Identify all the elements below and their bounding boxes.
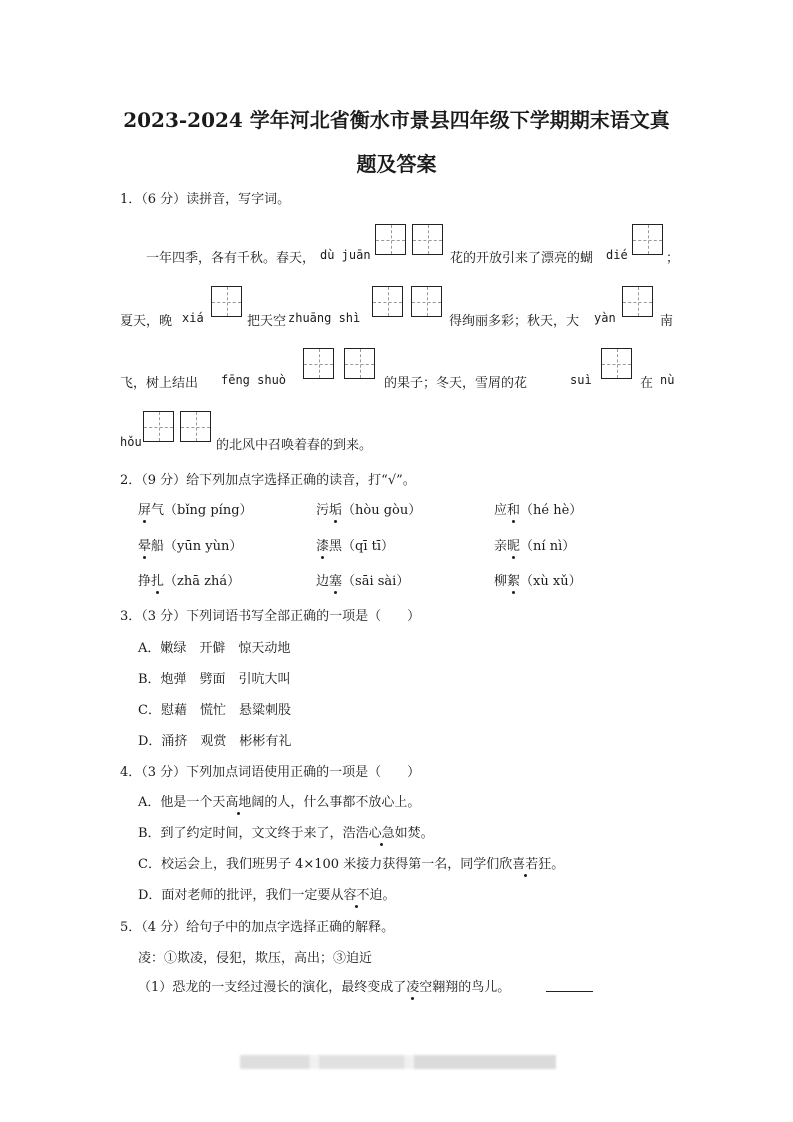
dotted-phrase: 从容不迫 — [330, 888, 383, 903]
answer-box[interactable] — [412, 224, 443, 255]
dotted-char: 塞 — [329, 574, 343, 589]
q4-heading: 4．（3 分）下列加点词语使用正确的一项是（ ） — [120, 765, 421, 780]
q1-line2-text-a: 夏天，晚 — [120, 314, 173, 329]
answer-blank[interactable] — [546, 991, 593, 992]
pinyin-options: （qī tī） — [342, 539, 395, 554]
sentence-text: （1）恐龙的一支经过漫长的演化，最终变成了 — [138, 980, 407, 995]
q4-option-c[interactable] — [138, 853, 564, 872]
q2-item[interactable] — [138, 535, 242, 554]
q1-pinyin-zhuangshi: zhuāng shì — [288, 311, 361, 325]
answer-box[interactable] — [411, 286, 442, 317]
q1-line1-text-c: ； — [666, 251, 680, 266]
dotted-char: 垢 — [329, 503, 343, 518]
blurred-footer — [240, 1055, 556, 1069]
q4-option-a[interactable] — [138, 791, 420, 810]
q3-heading: 3．（3 分）下列词语书写全部正确的一项是（ ） — [120, 609, 421, 624]
option-text: 。 — [551, 857, 565, 872]
doc-title-line2: 题及答案 — [356, 152, 437, 176]
pinyin-options: （xù xǔ） — [520, 574, 582, 589]
char: 挣 — [138, 574, 152, 589]
answer-box[interactable] — [375, 224, 406, 255]
option-text: 。 — [420, 826, 434, 841]
q1-pinyin-xia: xiá — [182, 311, 204, 325]
answer-box[interactable] — [632, 224, 663, 255]
pinyin-options: （hé hè） — [520, 503, 583, 518]
char: 船 — [151, 539, 165, 554]
pinyin-options: （ní nì） — [520, 539, 576, 554]
answer-box[interactable] — [303, 348, 334, 379]
answer-box[interactable] — [211, 286, 242, 317]
dotted-char: 和 — [507, 503, 521, 518]
q2-item[interactable] — [138, 499, 253, 518]
q5-heading: 5．（4 分）给句子中的加点字选择正确的解释。 — [120, 920, 395, 935]
q2-item[interactable] — [494, 499, 582, 518]
dotted-char: 昵 — [507, 539, 521, 554]
q1-pinyin-dujuan: dù juān — [320, 248, 371, 262]
q1-pinyin-die: dié — [606, 248, 628, 262]
q3-option-c[interactable]: C．慰藉 慌忙 悬粱刺股 — [138, 703, 291, 718]
pinyin-options: （zhā zhá） — [164, 574, 241, 589]
q1-pinyin-sui: suì — [570, 373, 592, 387]
doc-title-line1: 2023-2024 学年河北省衡水市景县四年级下学期期末语文真 — [123, 108, 670, 132]
char: 气 — [151, 503, 165, 518]
option-text: 的人，什么事都不放心上。 — [264, 795, 421, 810]
q1-line4-text: 的北风中召唤着春的到来。 — [216, 438, 373, 453]
q3-option-b[interactable]: B．炮弹 劈面 引吭大叫 — [138, 672, 291, 687]
q2-item[interactable] — [138, 570, 240, 589]
answer-box[interactable] — [601, 348, 632, 379]
dotted-char: 漆 — [316, 539, 330, 554]
char: 黑 — [329, 539, 343, 554]
q1-pinyin-fengshuo: fēng shuò — [221, 373, 287, 387]
q1-line2-text-c: 得绚丽多彩；秋天，大 — [449, 314, 580, 329]
q4-option-b[interactable] — [138, 822, 434, 841]
sentence-text: 空翱翔的鸟儿。 — [419, 980, 511, 995]
dotted-char: 凌 — [406, 980, 420, 995]
q1-line2-text-d: 南 — [660, 314, 674, 329]
q2-item[interactable] — [316, 535, 394, 554]
q1-pinyin-nu: nù — [660, 373, 675, 387]
q3-option-d[interactable]: D．涌挤 观赏 彬彬有礼 — [138, 734, 292, 749]
dotted-char: 絮 — [507, 574, 521, 589]
q1-line3-text-b: 的果子；冬天，雪屑的花 — [384, 376, 528, 391]
q1-line2-text-b: 把天空 — [247, 314, 287, 329]
option-text: C．校运会上，我们班男子 4×100 米接力获得第一名，同学们 — [138, 857, 500, 872]
char: 边 — [316, 574, 330, 589]
q1-pinyin-hou: hǒu — [120, 435, 142, 449]
pinyin-options: （sāi sài） — [342, 574, 410, 589]
q1-line1-text-b: 花的开放引来了漂亮的蝴 — [450, 251, 594, 266]
dotted-phrase: 天高地阔 — [212, 795, 265, 810]
dotted-char: 晕 — [138, 539, 152, 554]
char: 柳 — [494, 574, 508, 589]
dotted-phrase: 浩浩心急如焚 — [342, 826, 421, 841]
q1-heading: 1．（6 分）读拼音，写字词。 — [120, 192, 291, 207]
dotted-char: 扎 — [151, 574, 165, 589]
q2-heading: 2．（9 分）给下列加点字选择正确的读音，打“√”。 — [120, 473, 416, 488]
q1-line3-text-a: 飞，树上结出 — [120, 376, 199, 391]
option-text: 。 — [382, 888, 396, 903]
dotted-char: 屏 — [138, 503, 152, 518]
q4-option-d[interactable] — [138, 884, 395, 903]
q1-line3-text-c: 在 — [640, 376, 654, 391]
q5-sentence-1 — [138, 976, 510, 995]
option-text: B．到了约定时间，文文终于来了， — [138, 826, 343, 841]
option-text: D．面对老师的批评，我们一定要 — [138, 888, 331, 903]
q2-item[interactable] — [316, 570, 409, 589]
q1-line1-text-a: 一年四季，各有千秋。春天， — [146, 251, 316, 266]
pinyin-options: （hòu gòu） — [342, 503, 422, 518]
q2-item[interactable] — [494, 570, 582, 589]
answer-box[interactable] — [344, 348, 375, 379]
char: 应 — [494, 503, 508, 518]
answer-box[interactable] — [622, 286, 653, 317]
q1-pinyin-yan: yàn — [594, 311, 616, 325]
dotted-phrase: 欣喜若狂 — [499, 857, 552, 872]
answer-box[interactable] — [372, 286, 403, 317]
pinyin-options: （yūn yùn） — [164, 539, 243, 554]
q5-definition: 凌：①欺凌，侵犯，欺压，高出；③迫近 — [138, 951, 373, 966]
q2-item[interactable] — [494, 535, 575, 554]
answer-box[interactable] — [180, 411, 211, 442]
char: 污 — [316, 503, 330, 518]
q3-option-a[interactable]: A．嫩绿 开僻 惊天动地 — [138, 641, 291, 656]
char: 亲 — [494, 539, 508, 554]
pinyin-options: （bǐng píng） — [164, 503, 253, 518]
q2-item[interactable] — [316, 499, 421, 518]
option-text: A．他是一个 — [138, 795, 213, 810]
answer-box[interactable] — [143, 411, 174, 442]
